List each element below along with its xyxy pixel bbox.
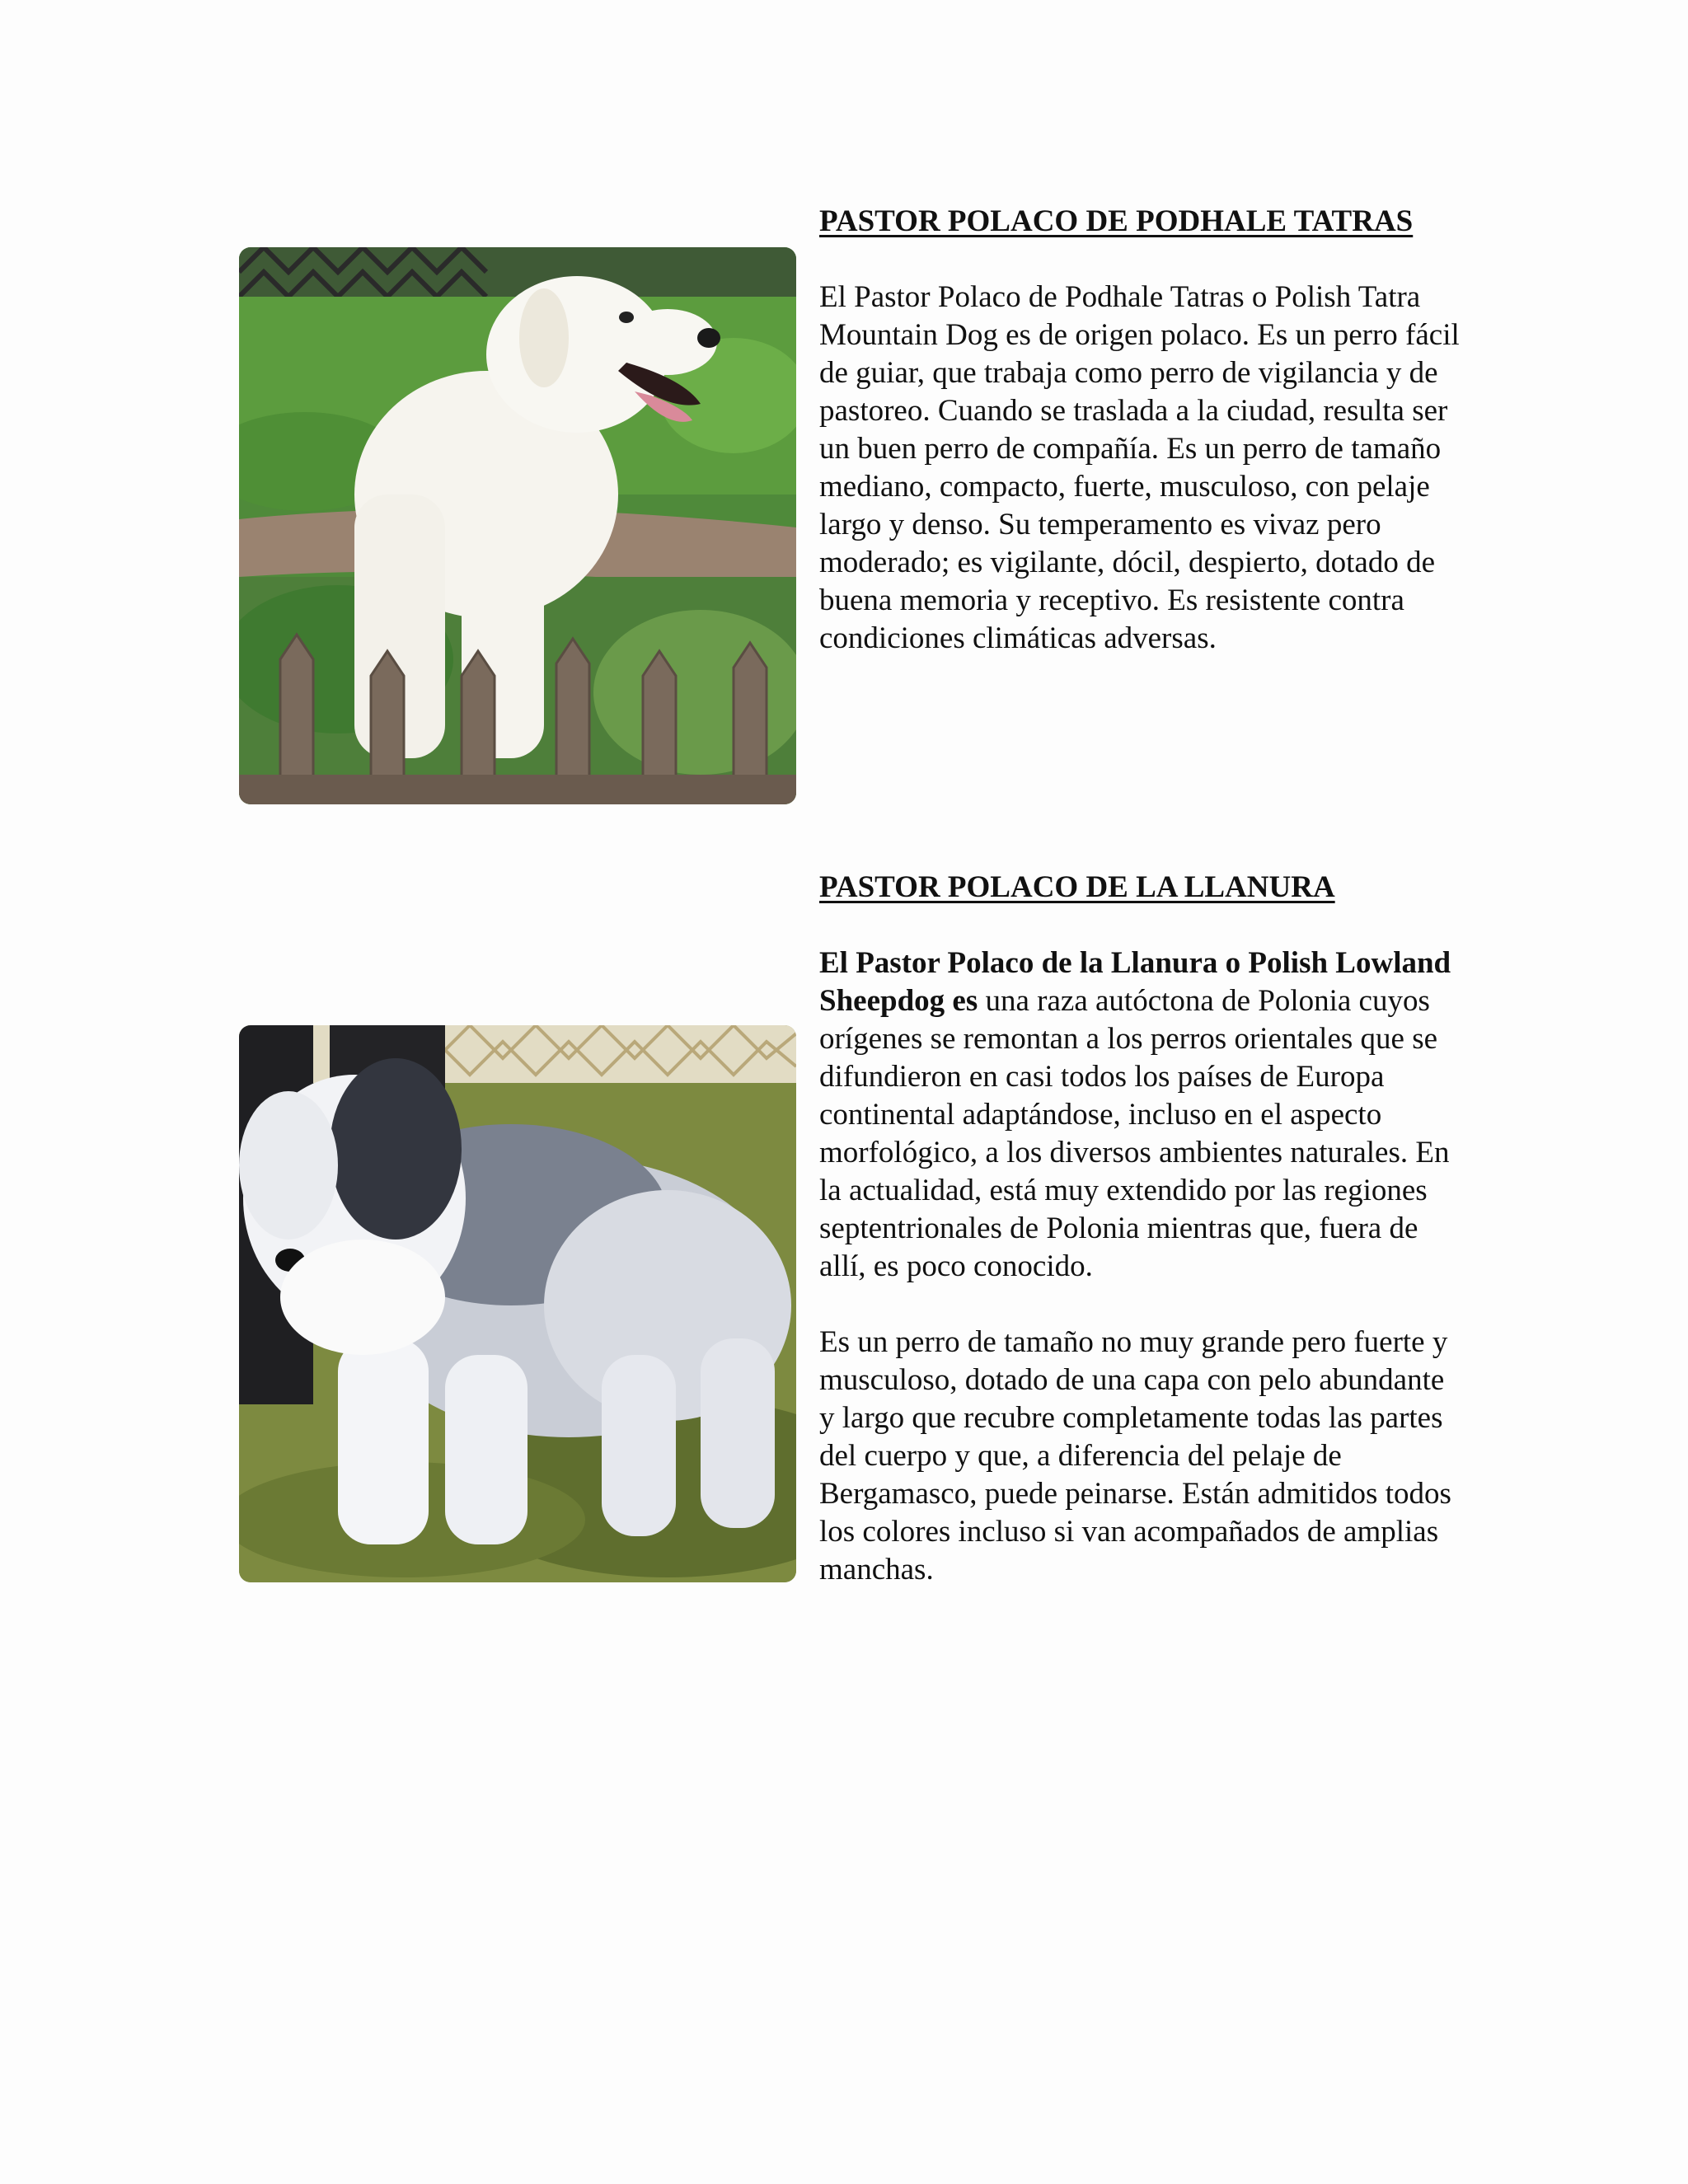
lowland-sheepdog-photo: [239, 1025, 796, 1582]
section-paragraph-1: [819, 944, 1462, 1286]
section-paragraph-2: Es un perro de tamaño no muy grande pero fuerte y musculoso, dotado de una capa con pelo abundante y largo que recubre completamente todas las partes del cuerpo y que, a diferencia del pelaje de Bergamasco, puede peinarse. Están admitidos todos los colores incluso si van acompañados de amplias manchas.: [819, 1325, 1451, 1586]
section-paragraph: El Pastor Polaco de Podhale Tatras o Polish Tatra Mountain Dog es de origen polaco. Es un perro fácil de guiar, que trabaja como perro de vigilancia y de pastoreo. Cuando se traslada a la ciudad, resulta ser un buen perro de compañía. Es un perro de tamaño mediano, compacto, fuerte, musculoso, con pelaje largo y denso. Su temperamento es vivaz pero moderado; es vigilante, dócil, despierto, dotado de buena memoria y receptivo. Es resistente contra condiciones climáticas adversas.: [819, 280, 1460, 655]
section-llanura: [819, 869, 1462, 1627]
paragraph-rest: una raza autóctona de Polonia cuyos orígenes se remontan a los perros orientales que se difundieron en casi todos los países de Europa continental adaptándose, incluso en el aspecto morfológico, a los diversos ambientes naturales. En la actualidad, está muy extendido por las regiones septentrionales de Polonia mientras que, fuera de allí, es poco conocido.: [819, 984, 1450, 1283]
section-heading: PASTOR POLACO DE LA LLANURA: [819, 870, 1335, 904]
section-podhale: [819, 203, 1462, 696]
paragraph-bold-lead: El Pastor Polaco de la Llanura o Polish Lowland Sheepdog es: [819, 946, 1451, 1018]
section-heading: PASTOR POLACO DE PODHALE TATRAS: [819, 204, 1414, 238]
white-tatra-sheepdog-photo: [239, 247, 796, 804]
